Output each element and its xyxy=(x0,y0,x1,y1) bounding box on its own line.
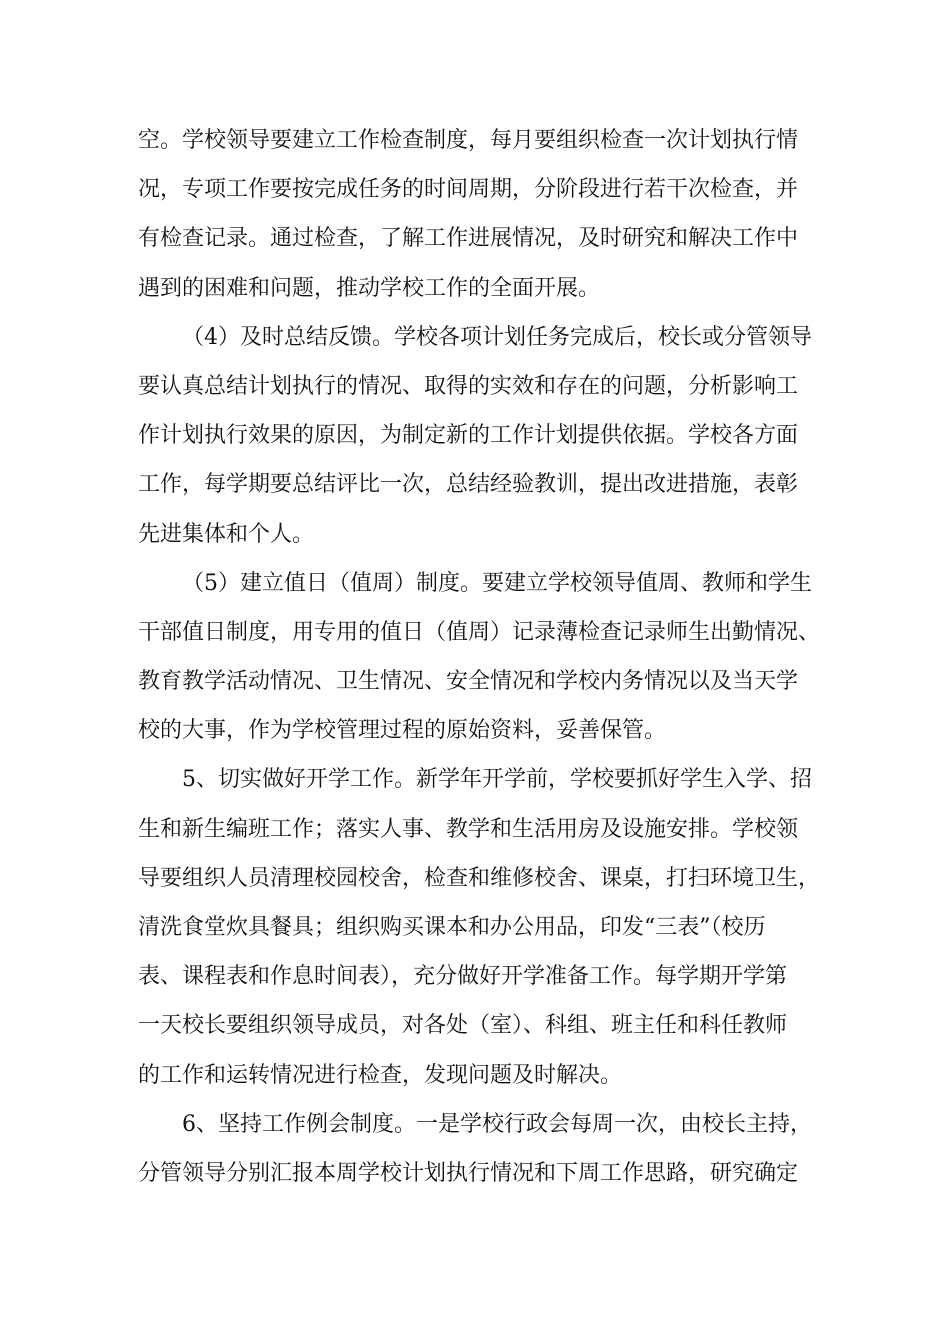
text-line: 作计划执行效果的原因，为制定新的工作计划提供依据。学校各方面 xyxy=(138,423,799,449)
body-text xyxy=(138,116,828,1198)
text-line: 工作，每学期要总结评比一次，总结经验教训，提出改进措施，表彰 xyxy=(138,472,799,498)
text-line: 6、坚持工作例会制度。一是学校行政会每周一次，由校长主持， xyxy=(182,1111,812,1137)
text-line: 生和新生编班工作；落实人事、教学和生活用房及设施安排。学校领 xyxy=(138,816,799,842)
text-line: （4）及时总结反馈。学校各项计划任务完成后，校长或分管领导 xyxy=(182,324,812,350)
text-line: 表、课程表和作息时间表），充分做好开学准备工作。每学期开学第 xyxy=(138,964,788,990)
text-line: 校的大事，作为学校管理过程的原始资料，妥善保管。 xyxy=(138,718,667,744)
text-line: 要认真总结计划执行的情况、取得的实效和存在的问题，分析影响工 xyxy=(138,373,799,399)
text-line: 5、切实做好开学工作。新学年开学前，学校要抓好学生入学、招 xyxy=(182,767,812,793)
text-line: 教育教学活动情况、卫生情况、安全情况和学校内务情况以及当天学 xyxy=(138,669,799,695)
text-line: 况，专项工作要按完成任务的时间周期，分阶段进行若干次检查，并 xyxy=(138,177,799,203)
text-line: 有检查记录。通过检查，了解工作进展情况，及时研究和解决工作中 xyxy=(138,226,799,252)
text-line: 清洗食堂炊具餐具；组织购买课本和办公用品，印发“三表”（校历 xyxy=(138,915,766,940)
text-line: 一天校长要组织领导成员，对各处（室）、科组、班主任和科任教师 xyxy=(138,1013,788,1039)
text-line: 干部值日制度，用专用的值日（值周）记录薄检查记录师生出勤情况、 xyxy=(138,619,821,645)
text-line: 空。学校领导要建立工作检查制度，每月要组织检查一次计划执行情 xyxy=(138,128,799,153)
text-line: 分管领导分别汇报本周学校计划执行情况和下周工作思路，研究确定 xyxy=(138,1160,799,1186)
text-line: 的工作和运转情况进行检查，发现问题及时解决。 xyxy=(138,1062,623,1088)
text-line: 遇到的困难和问题，推动学校工作的全面开展。 xyxy=(138,275,601,301)
text-line: （5）建立值日（值周）制度。要建立学校领导值周、教师和学生 xyxy=(182,570,812,596)
text-line: 先进集体和个人。 xyxy=(138,521,315,547)
text-line: 导要组织人员清理校园校舍，检查和维修校舍、课桌，打扫环境卫生， xyxy=(138,865,821,891)
